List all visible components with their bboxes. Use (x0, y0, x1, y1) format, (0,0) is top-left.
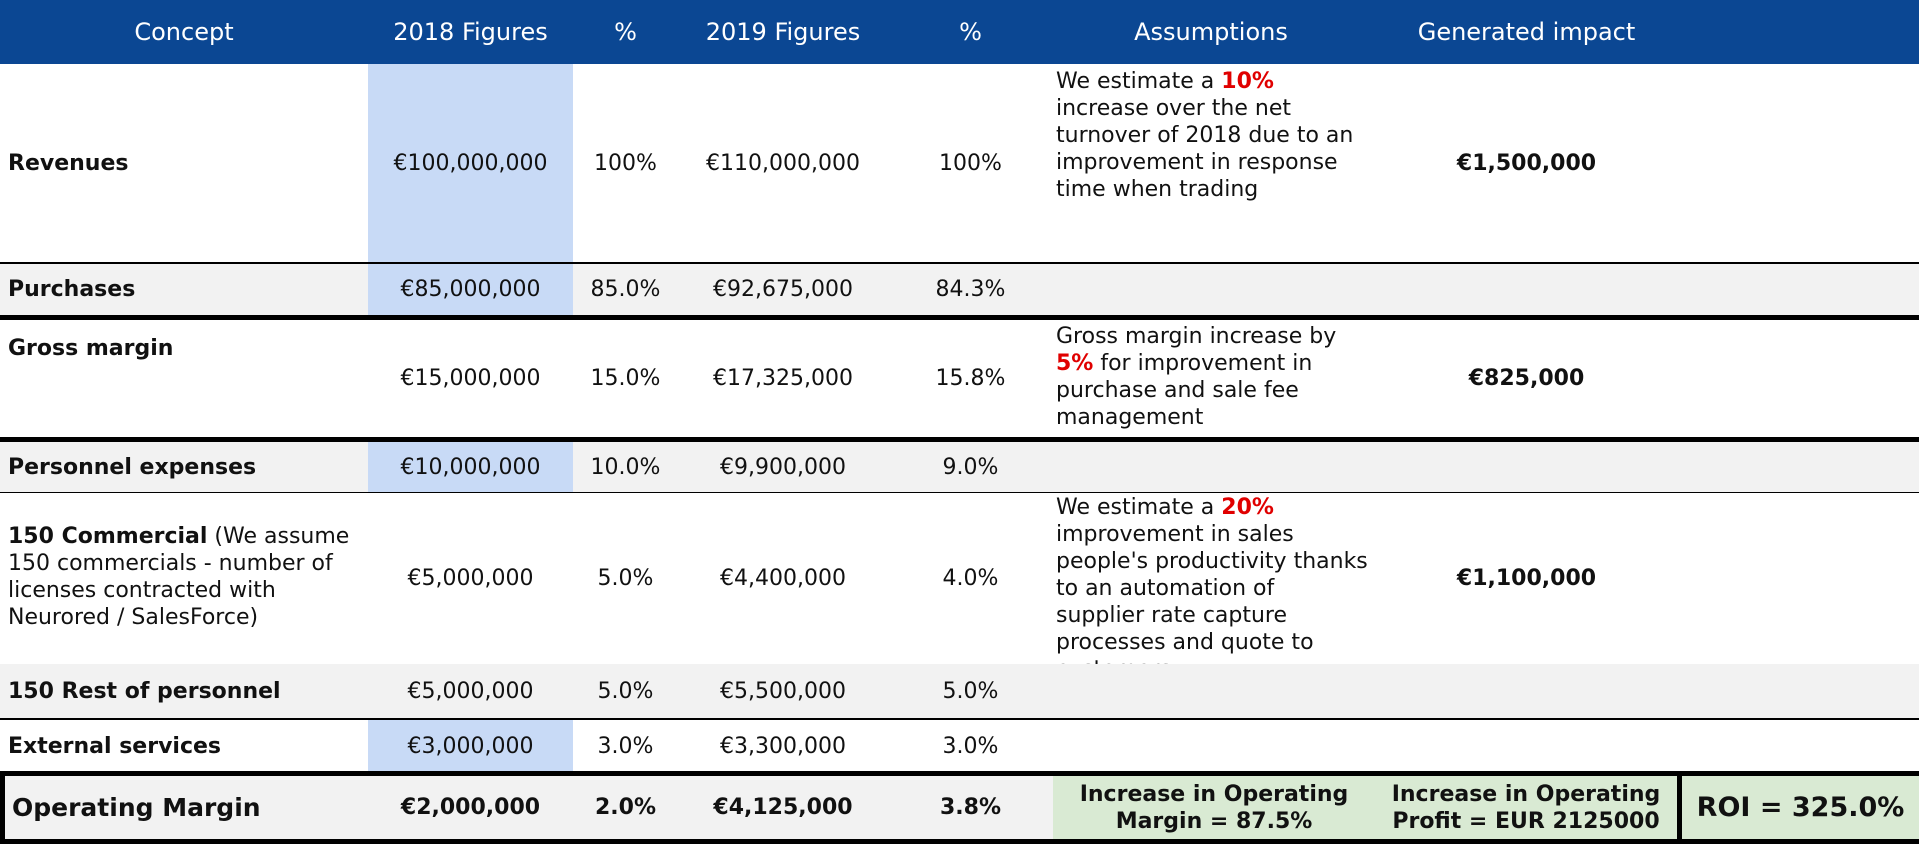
assumption-text: We estimate a (1056, 69, 1222, 94)
purchases-2019: €92,675,000 (713, 277, 853, 302)
empty-cell (1053, 664, 1375, 718)
empty-cell (1678, 493, 1919, 664)
rest-personnel-2018: €5,000,000 (407, 678, 534, 704)
row-gross-margin (0, 320, 1919, 437)
row-personnel-expenses (0, 442, 1919, 492)
header-2018-figures: 2018 Figures (393, 17, 548, 46)
row-commercial (0, 493, 1919, 664)
header-2019-pct: % (959, 17, 982, 46)
row-external-services (0, 720, 1919, 772)
revenues-2018-pct: 100% (594, 150, 657, 176)
commercial-concept-note: (We assume 150 commercials - number of licenses contracted with Neurored / SalesForce) (8, 524, 350, 630)
external-2019: €3,300,000 (720, 733, 846, 759)
assumption-text: for improvement in purchase and sale fee management (1056, 351, 1313, 430)
personnel-concept: Personnel expenses (8, 454, 257, 480)
personnel-2019-pct: 9.0% (942, 454, 999, 480)
revenues-2019: €110,000,000 (706, 150, 860, 176)
commercial-2018: €5,000,000 (407, 566, 534, 591)
assumption-highlight: 20% (1221, 495, 1274, 520)
header-concept: Concept (134, 17, 234, 46)
empty-cell (1053, 264, 1375, 315)
commercial-concept (0, 493, 368, 664)
empty-cell (1678, 664, 1919, 718)
revenues-impact: €1,500,000 (1456, 150, 1597, 176)
rest-personnel-2019-pct: 5.0% (942, 678, 999, 704)
operating-concept: Operating Margin (12, 793, 261, 822)
row-purchases (0, 264, 1919, 315)
revenues-assumption (1053, 64, 1375, 262)
row-rest-personnel (0, 664, 1919, 718)
external-2019-pct: 3.0% (942, 733, 999, 759)
assumption-text: improvement in sales people's productivity thanks to an automation of supplier rate capture processes and quote to (1056, 522, 1368, 655)
roi-value: ROI = 325.0% (1682, 776, 1919, 839)
external-2018-pct: 3.0% (597, 733, 654, 759)
empty-cell (1678, 442, 1919, 492)
increase-operating-profit: Increase in Operating Profit = EUR 2125000 (1375, 776, 1677, 839)
rest-personnel-2019: €5,500,000 (720, 678, 846, 704)
gross-margin-2018-pct: 15.0% (590, 366, 661, 391)
gross-margin-2018: €15,000,000 (400, 366, 541, 391)
purchases-concept: Purchases (8, 277, 136, 302)
commercial-impact: €1,100,000 (1456, 566, 1597, 591)
increase-operating-margin: Increase in Operating Margin = 87.5% (1053, 776, 1375, 839)
gross-margin-assumption (1053, 320, 1375, 437)
purchases-2019-pct: 84.3% (935, 277, 1006, 302)
empty-cell (1375, 442, 1678, 492)
assumption-highlight: 5% (1056, 351, 1094, 376)
empty-cell (1053, 442, 1375, 492)
empty-cell (1678, 320, 1919, 437)
header-empty (1678, 0, 1919, 64)
commercial-2019-pct: 4.0% (942, 566, 999, 591)
gross-margin-2019: €17,325,000 (713, 366, 853, 391)
commercial-concept-bold: 150 Commercial (8, 524, 208, 549)
row-operating-margin (0, 776, 1919, 839)
table-header (0, 0, 1919, 64)
assumption-highlight: 10% (1221, 69, 1274, 94)
external-concept: External services (8, 733, 222, 759)
commercial-2018-pct: 5.0% (597, 566, 654, 591)
empty-cell (1678, 64, 1919, 262)
header-2018-pct: % (614, 17, 637, 46)
empty-cell (1678, 720, 1919, 772)
commercial-2019: €4,400,000 (720, 566, 846, 591)
assumption-text: We estimate a (1056, 495, 1222, 520)
commercial-assumption (1053, 493, 1375, 664)
operating-2018-pct: 2.0% (594, 795, 656, 820)
revenues-concept: Revenues (8, 150, 129, 176)
purchases-2018-pct: 85.0% (590, 277, 661, 302)
rest-personnel-concept: 150 Rest of personnel (8, 678, 281, 704)
empty-cell (1375, 720, 1678, 772)
empty-cell (1375, 664, 1678, 718)
gross-margin-impact: €825,000 (1468, 366, 1585, 391)
personnel-2018-pct: 10.0% (590, 454, 661, 480)
external-2018: €3,000,000 (368, 720, 573, 772)
personnel-2019: €9,900,000 (720, 454, 846, 480)
operating-2019-pct: 3.8% (939, 795, 1001, 820)
assumption-text: Gross margin increase by (1056, 324, 1337, 349)
row-revenues (0, 64, 1919, 262)
header-generated-impact: Generated impact (1417, 17, 1636, 46)
assumption-text: increase over the net turnover of 2018 due to an improvement in response time when trading (1056, 96, 1354, 202)
rest-personnel-2018-pct: 5.0% (597, 678, 654, 704)
header-assumptions: Assumptions (1134, 17, 1288, 46)
operating-2019: €4,125,000 (713, 795, 853, 820)
revenues-2018: €100,000,000 (368, 64, 573, 262)
empty-cell (1375, 264, 1678, 315)
empty-cell (1678, 264, 1919, 315)
gross-margin-concept: Gross margin (8, 336, 174, 361)
personnel-2018: €10,000,000 (368, 442, 573, 492)
empty-cell (1053, 720, 1375, 772)
purchases-2018: €85,000,000 (368, 264, 573, 315)
header-2019-figures: 2019 Figures (705, 17, 861, 46)
gross-margin-2019-pct: 15.8% (935, 366, 1006, 391)
operating-2018: €2,000,000 (400, 795, 541, 820)
revenues-2019-pct: 100% (939, 150, 1002, 176)
